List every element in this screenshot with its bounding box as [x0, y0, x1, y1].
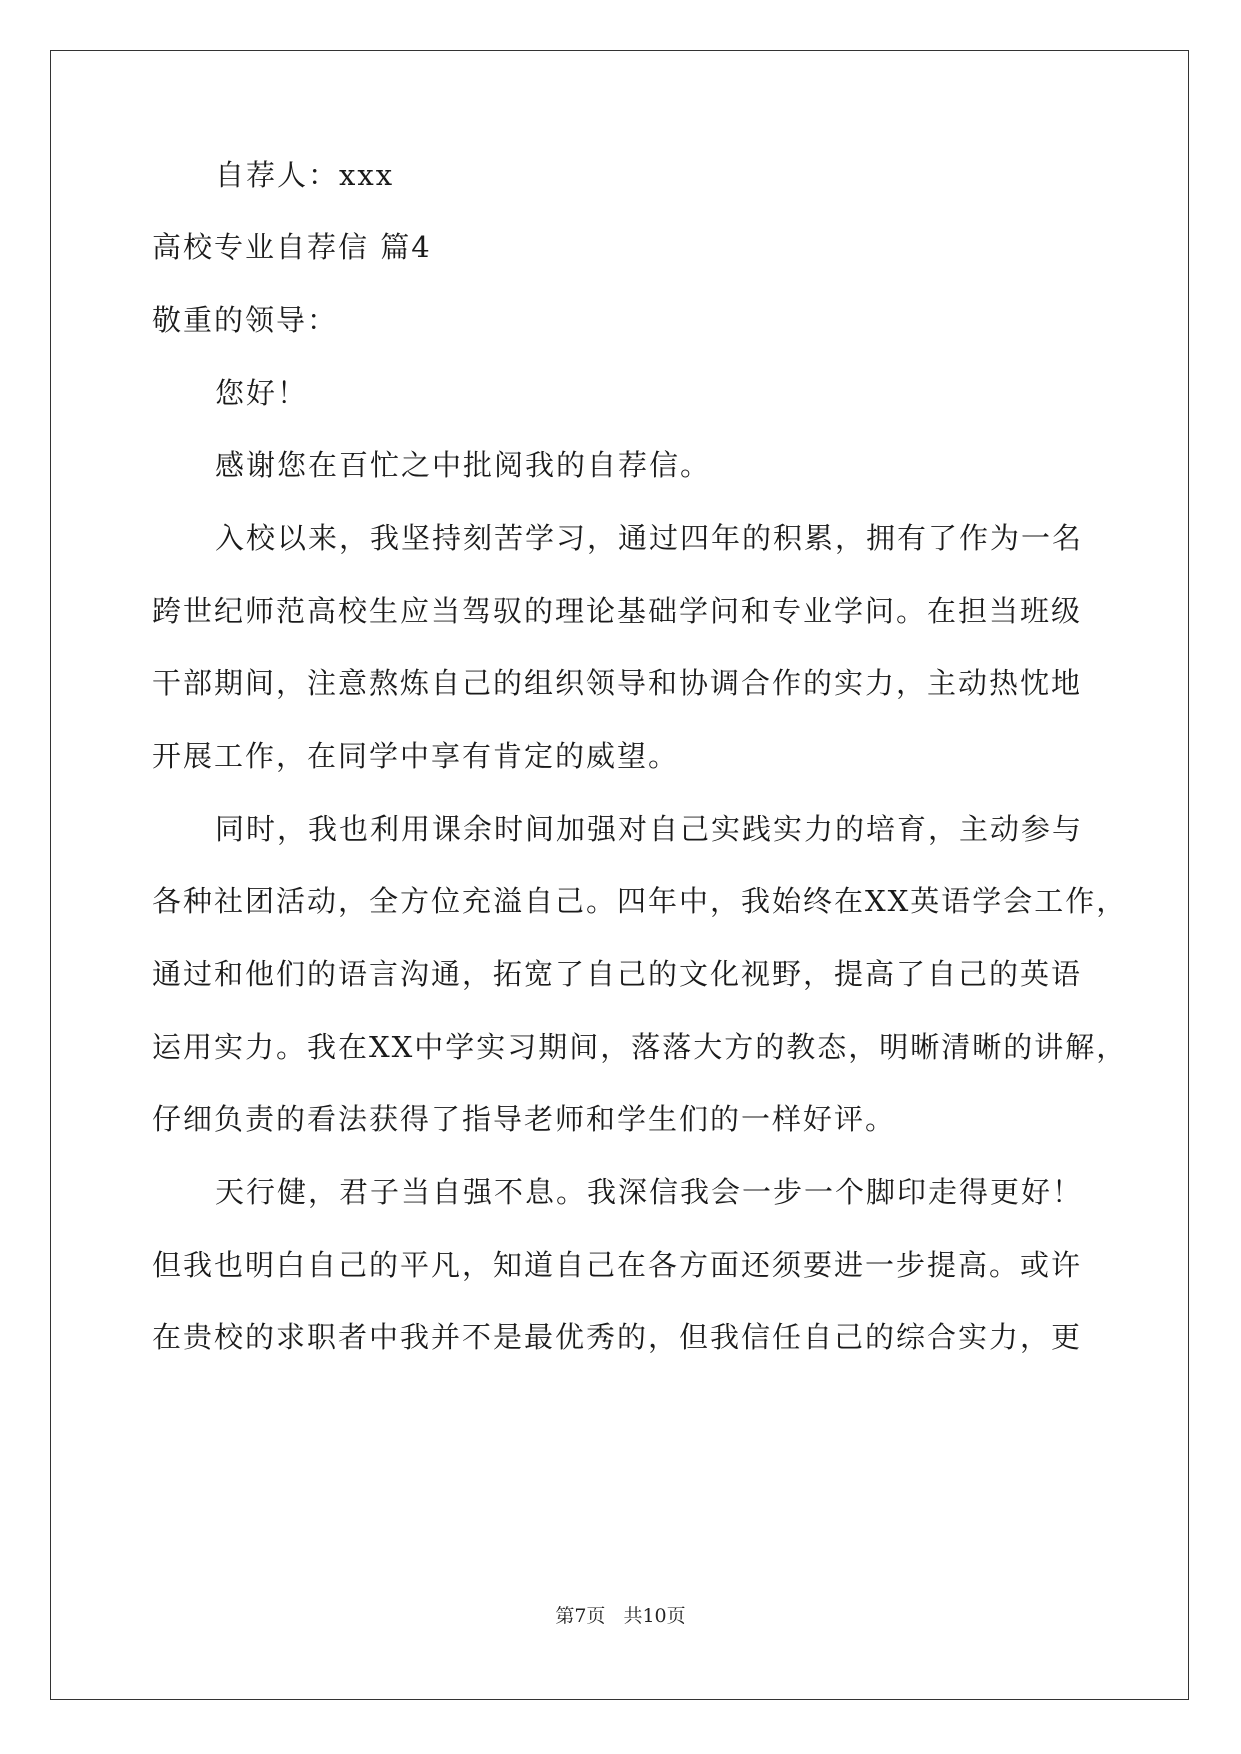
body-line: 运用实力。我在XX中学实习期间，落落大方的教态，明晰清晰的讲解，: [152, 1030, 1128, 1064]
body-line: 开展工作，在同学中享有肯定的威望。: [152, 739, 680, 773]
body-line: 天行健，君子当自强不息。我深信我会一步一个脚印走得更好！: [215, 1175, 1084, 1209]
body-line: 感谢您在百忙之中批阅我的自荐信。: [215, 448, 712, 482]
body-line: 跨世纪师范高校生应当驾驭的理论基础学问和专业学问。在担当班级: [152, 594, 1083, 628]
page-number: 第7页: [555, 1605, 606, 1627]
body-line: 通过和他们的语言沟通，拓宽了自己的文化视野，提高了自己的英语: [152, 957, 1083, 991]
body-line: 在贵校的求职者中我并不是最优秀的，但我信任自己的综合实力，更: [152, 1320, 1083, 1354]
page-total: 共10页: [623, 1605, 686, 1627]
signature-line: 自荐人：xxx: [215, 158, 395, 192]
section-title: 高校专业自荐信 篇4: [152, 230, 432, 264]
body-line: 同时，我也利用课余时间加强对自己实践实力的培育，主动参与: [215, 812, 1084, 846]
body-line: 入校以来，我坚持刻苦学习，通过四年的积累，拥有了作为一名: [215, 521, 1084, 555]
page-border: [50, 50, 1189, 1700]
body-line: 仔细负责的看法获得了指导老师和学生们的一样好评。: [152, 1102, 897, 1136]
salutation: 敬重的领导：: [152, 303, 339, 337]
body-line: 各种社团活动，全方位充溢自己。四年中，我始终在XX英语学会工作，: [152, 884, 1128, 918]
body-line: 但我也明白自己的平凡，知道自己在各方面还须要进一步提高。或许: [152, 1248, 1083, 1282]
greeting: 您好！: [215, 376, 309, 410]
body-line: 干部期间，注意熬炼自己的组织领导和协调合作的实力，主动热忱地: [152, 666, 1083, 700]
page-footer: [0, 1604, 1241, 1628]
